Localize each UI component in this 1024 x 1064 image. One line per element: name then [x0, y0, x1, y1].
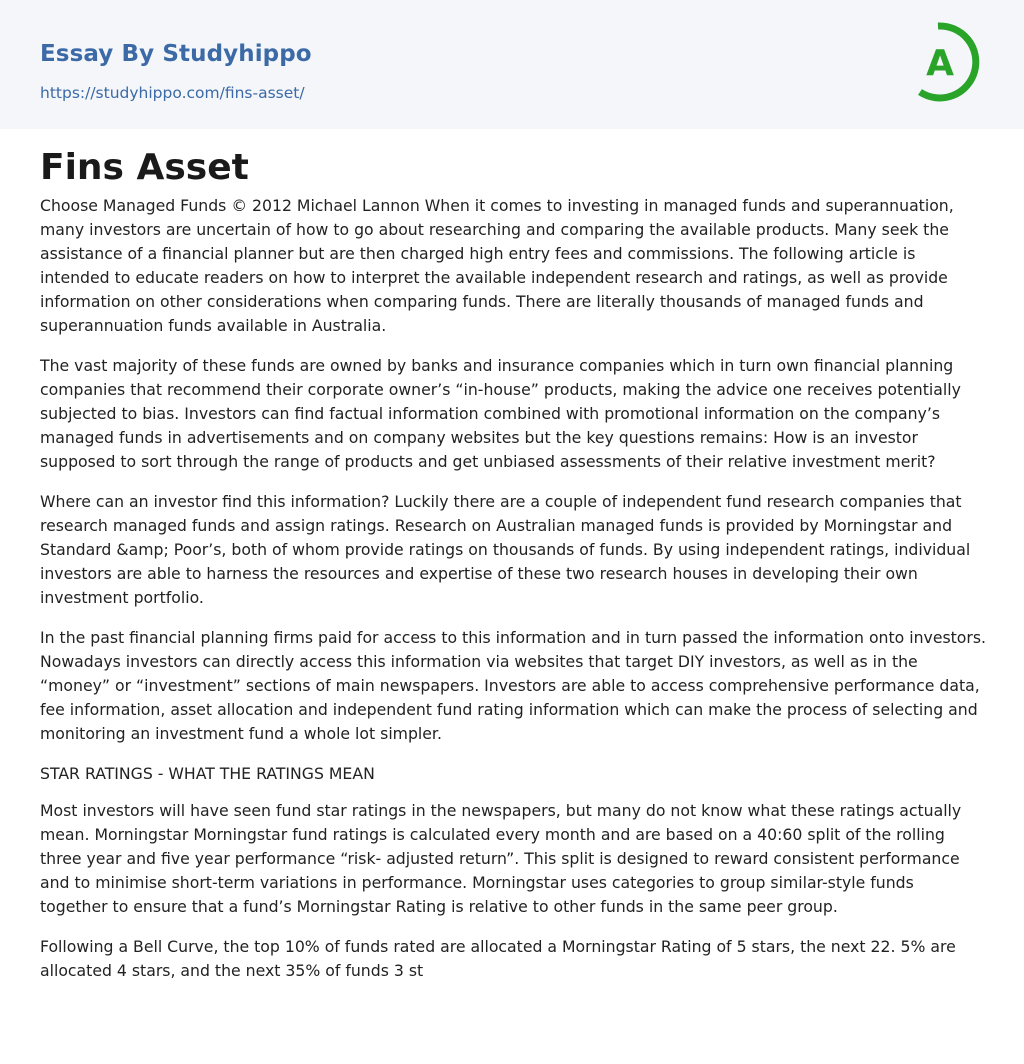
article-body [40, 194, 986, 999]
article-paragraph-2: The vast majority of these funds are owned by banks and insurance companies which in turn own financial planning companies that recommend their corporate owner’s “in-house” products, making the advice one receives potentially subjected to bias. Investors can find factual information combined with promotional information on the company’s managed funds in advertisements and on company websites but the key questions remains: How is an investor supposed to sort through the range of products and get unbiased assessments of their relative investment merit? [40, 356, 961, 471]
article-paragraph-5: Most investors will have seen fund star ratings in the newspapers, but many do not know what these ratings actually mean. Morningstar Morningstar fund ratings is calculated every month and are based on a 40:60 split of the rolling three year and five year performance “risk- adjusted return”. This split is designed to reward consistent performance and to minimise short-term variations in performance. Morningstar uses categories to group similar-style funds together to ensure that a fund’s Morningstar Rating is relative to other funds in the same peer group. [40, 801, 962, 916]
logo-letter: A [926, 43, 954, 84]
studyhippo-logo-icon[interactable] [912, 20, 986, 104]
section-subheading: STAR RATINGS - WHAT THE RATINGS MEAN [40, 764, 375, 783]
article-paragraph-6: Following a Bell Curve, the top 10% of funds rated are allocated a Morningstar Rating of 5 stars, the next 22. 5% are allocated 4 stars, and the next 35% of funds 3 st [40, 937, 956, 980]
article-paragraph-4: In the past financial planning firms paid for access to this information and in turn passed the information onto investors. Nowadays investors can directly access this information via websites that target DIY investors, as well as in the “money” or “investment” sections of main newspapers. Investors are able to access comprehensive performance data, fee information, asset allocation and independent fund rating information which can make the process of selecting and monitoring an investment fund a whole lot simpler. [40, 628, 986, 743]
page-title: Fins Asset [40, 147, 249, 188]
article-paragraph-1: Choose Managed Funds © 2012 Michael Lannon When it comes to investing in managed funds and superannuation, many investors are uncertain of how to go about researching and comparing the available products. Many seek the assistance of a financial planner but are then charged high entry fees and commissions. The following article is intended to educate readers on how to interpret the available independent research and ratings, as well as provide information on other considerations when comparing funds. There are literally thousands of managed funds and superannuation funds available in Australia. [40, 196, 954, 335]
brand-title: Essay By Studyhippo [40, 41, 312, 67]
article-url-link[interactable]: https://studyhippo.com/fins-asset/ [40, 84, 305, 102]
article-paragraph-3: Where can an investor find this information? Luckily there are a couple of independent fund research companies that research managed funds and assign ratings. Research on Australian managed funds is provided by Morningstar and Standard &amp; Poor’s, both of whom provide ratings on thousands of funds. By using independent ratings, individual investors are able to harness the resources and expertise of these two research houses in developing their own investment portfolio. [40, 492, 971, 607]
